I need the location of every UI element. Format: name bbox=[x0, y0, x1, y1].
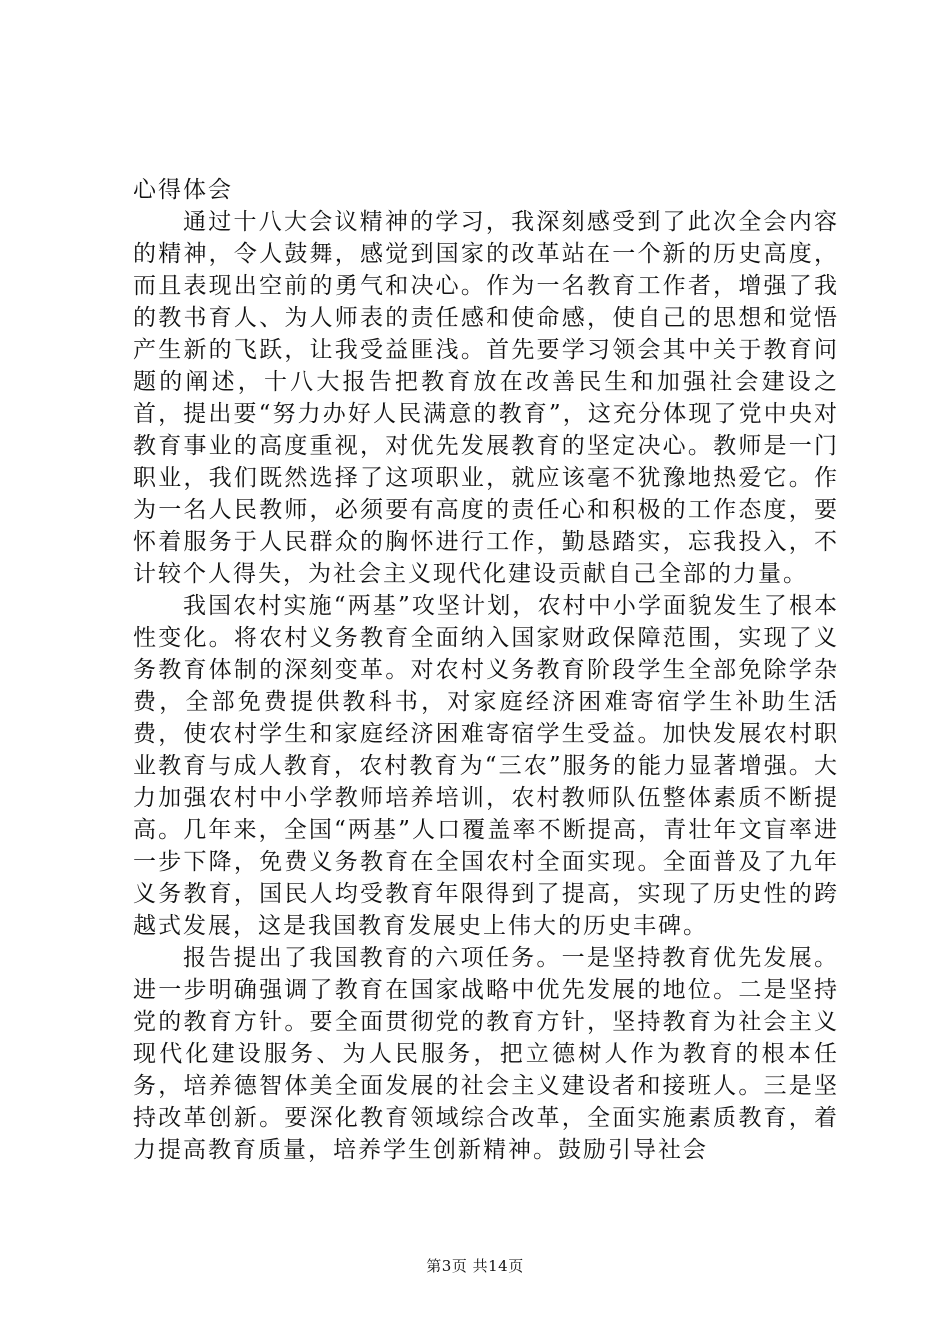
page-footer: 第3页 共14页 bbox=[426, 1257, 524, 1275]
document-body bbox=[133, 174, 839, 1166]
paragraph-2: 我国农村实施“两基”攻坚计划，农村中小学面貌发生了根本性变化。将农村义务教育全面纳入国家财政保障范围，实现了义务教育体制的深刻变革。对农村义务教育阶段学生全部免除学杂费，全部免费提供教科书，对家庭经济困难寄宿学生补助生活费，使农村学生和家庭经济困难寄宿学生受益。加快发展农村职业教育与成人教育，农村教育为“三农”服务的能力显著增强。大力加强农村中小学教师培养培训，农村教师队伍整体素质不断提高。几年来，全国“两基”人口覆盖率不断提高，青壮年文盲率进一步下降，免费义务教育在全国农村全面实现。全面普及了九年义务教育，国民人均受教育年限得到了提高，实现了历史性的跨越式发展，这是我国教育发展史上伟大的历史丰碑。 bbox=[133, 593, 839, 939]
document-title: 心得体会 bbox=[133, 177, 233, 203]
paragraph-3: 报告提出了我国教育的六项任务。一是坚持教育优先发展。进一步明确强调了教育在国家战略中优先发展的地位。二是坚持党的教育方针。要全面贯彻党的教育方针，坚持教育为社会主义现代化建设服务、为人民服务，把立德树人作为教育的根本任务，培养德智体美全面发展的社会主义建设者和接班人。三是坚持改革创新。要深化教育领域综合改革，全面实施素质教育，着力提高教育质量，培养学生创新精神。鼓励引导社会 bbox=[133, 945, 839, 1163]
paragraph-1: 通过十八大会议精神的学习，我深刻感受到了此次全会内容的精神，令人鼓舞，感觉到国家的改革站在一个新的历史高度，而且表现出空前的勇气和决心。作为一名教育工作者，增强了我的教书育人、为人师表的责任感和使命感，使自己的思想和觉悟产生新的飞跃，让我受益匪浅。首先要学习领会其中关于教育问题的阐述，十八大报告把教育放在改善民生和加强社会建设之首，提出要“努力办好人民满意的教育”，这充分体现了党中央对教育事业的高度重视，对优先发展教育的坚定决心。教师是一门职业，我们既然选择了这项职业，就应该毫不犹豫地热爱它。作为一名人民教师，必须要有高度的责任心和积极的工作态度，要怀着服务于人民群众的胸怀进行工作，勤恳踏实，忘我投入，不计较个人得失，为社会主义现代化建设贡献自己全部的力量。 bbox=[133, 209, 839, 587]
